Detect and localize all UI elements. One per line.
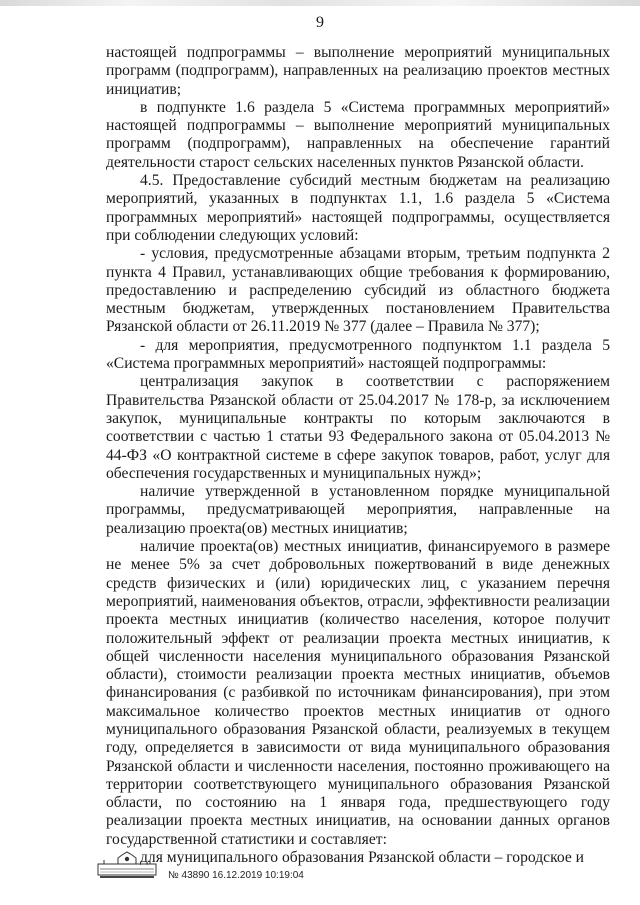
footer bbox=[96, 850, 396, 890]
paragraph: централизация закупок в соответствии с распоряжением Правительства Рязанской области от 25.04.2017 № 178-р, за исключением закупок, муниципальные контракты по которым заключаются в соответствии с частью 1 статьи 93 Федерального закона от 05.04.2013 № 44-ФЗ «О контрактной системе в сфере закупок товаров, работ, услуг для обеспечения государственных и муниципальных нужд»; bbox=[106, 373, 610, 482]
paragraph: - условия, предусмотренные абзацами вторым, третьим подпункта 2 пункта 4 Правил, устанавливающих общие требования к формированию, предоставлению и распределению субсидий из областного бюджета местным бюджетам, утвержденных постановлением Правительства Рязанской области от 26.11.2019 № 377 (далее – Правила № 377); bbox=[106, 245, 610, 336]
coat-of-arms-icon bbox=[96, 850, 158, 880]
document-body bbox=[106, 44, 610, 867]
paragraph: настоящей подпрограммы – выполнение мероприятий муниципальных программ (подпрограмм), направленных на реализацию проектов местных инициатив; bbox=[106, 44, 610, 98]
document-stamp: № 43890 16.12.2019 10:19:04 bbox=[168, 870, 304, 881]
paragraph: наличие утвержденной в установленном порядке муниципальной программы, предусматривающей мероприятия, направленные на реализацию проекта(ов) местных инициатив; bbox=[106, 483, 610, 537]
paragraph: - для мероприятия, предусмотренного подпунктом 1.1 раздела 5 «Система программных мероприятий» настоящей подпрограммы: bbox=[106, 336, 610, 373]
scan-edge bbox=[0, 0, 640, 6]
paragraph: 4.5. Предоставление субсидий местным бюджетам на реализацию мероприятий, указанных в подпунктах 1.1, 1.6 раздела 5 «Система программных мероприятий» настоящей подпрограммы, осуществляется при соблюдении следующих условий: bbox=[106, 172, 610, 244]
page-number: 9 bbox=[316, 14, 324, 31]
paragraph: наличие проекта(ов) местных инициатив, финансируемого в размере не менее 5% за счет добровольных пожертвований в виде денежных средств физических и (или) юридических лиц, с указанием перечня мероприятий, наименования объектов, отрасли, эффективности реализации проекта местных инициатив (количество населения, которое получит положительный эффект от реализации проекта местных инициатив, к общей численности населения муниципального образования Рязанской области), стоимости реализации проекта местных инициатив, объемов финансирования (с разбивкой по источникам финансирования), при этом максимальное количество проектов местных инициатив от одного муниципального образования Рязанской области, реализуемых в текущем году, определяется в зависимости от вида муниципального образования Рязанской области и численности населения, постоянно проживающего на территории соответствующего муниципального образования Рязанской области, по состоянию на 1 января года, предшествующего году реализации проекта местных инициатив, на основании данных органов государственной статистики и составляет: bbox=[106, 538, 610, 848]
paragraph: для муниципального образования Рязанской области – городское и bbox=[140, 849, 585, 867]
paragraph: в подпункте 1.6 раздела 5 «Система программных мероприятий» настоящей подпрограммы – выполнение мероприятий муниципальных программ (подпрограмм), направленных на обеспечение гарантий деятельности старост сельских населенных пунктов Рязанской области. bbox=[106, 98, 610, 171]
